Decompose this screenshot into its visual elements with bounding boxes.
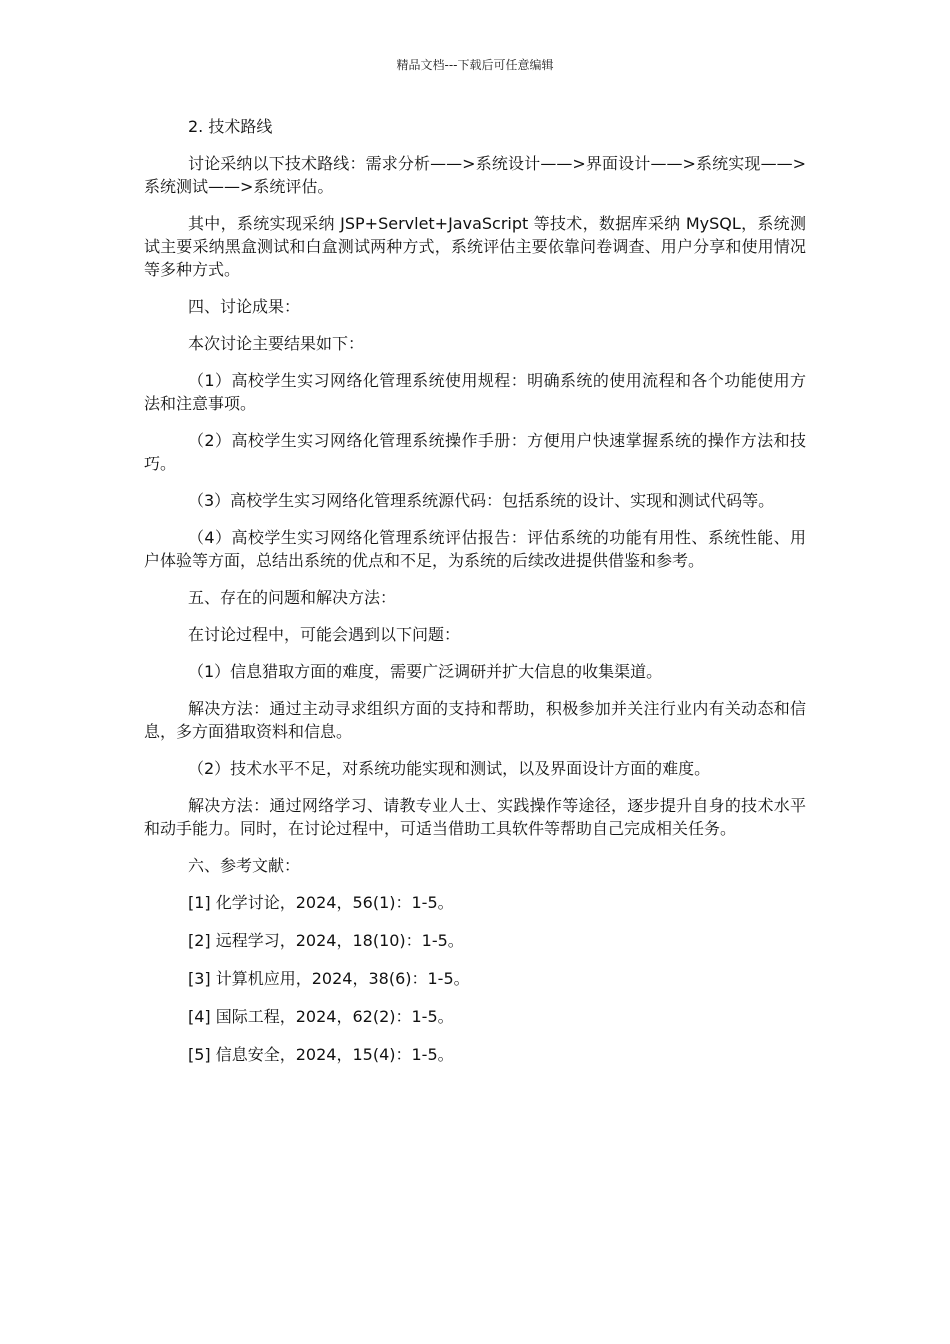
solution-1: 解决方法：通过主动寻求组织方面的支持和帮助，积极参加并关注行业内有关动态和信息，多方面猎取资料和信息。 — [144, 699, 806, 741]
paragraph-tech-details: 其中，系统实现采纳 JSP+Servlet+JavaScript 等技术，数据库采纳 MySQL，系统测试主要采纳黑盒测试和白盒测试两种方式，系统评估主要依靠问卷调查、用户分享和使用情况等多种方式。 — [144, 214, 806, 279]
result-item-2: （2）高校学生实习网络化管理系统操作手册：方便用户快速掌握系统的操作方法和技巧。 — [144, 431, 806, 473]
reference-item-5: [5] 信息安全，2024，15(4)：1-5。 — [188, 1045, 454, 1064]
section-heading-problems: 五、存在的问题和解决方法： — [188, 588, 397, 607]
result-item-1: （1）高校学生实习网络化管理系统使用规程：明确系统的使用流程和各个功能使用方法和注意事项。 — [144, 371, 806, 413]
problem-item-2: （2）技术水平不足，对系统功能实现和测试，以及界面设计方面的难度。 — [188, 759, 711, 778]
reference-item-3: [3] 计算机应用，2024，38(6)：1-5。 — [188, 969, 470, 988]
reference-item-4: [4] 国际工程，2024，62(2)：1-5。 — [188, 1007, 454, 1026]
reference-item-1: [1] 化学讨论，2024，56(1)：1-5。 — [188, 893, 454, 912]
solution-2: 解决方法：通过网络学习、请教专业人士、实践操作等途径，逐步提升自身的技术水平和动手能力。同时，在讨论过程中，可适当借助工具软件等帮助自己完成相关任务。 — [144, 796, 806, 838]
reference-item-2: [2] 远程学习，2024，18(10)：1-5。 — [188, 931, 464, 950]
result-item-3: （3）高校学生实习网络化管理系统源代码：包括系统的设计、实现和测试代码等。 — [188, 491, 775, 510]
paragraph-problems-intro: 在讨论过程中，可能会遇到以下问题： — [188, 625, 461, 644]
paragraph-tech-route: 讨论采纳以下技术路线：需求分析——>系统设计——>界面设计——>系统实现——>系统测试——>系统评估。 — [144, 154, 806, 196]
section-heading-references: 六、参考文献： — [188, 856, 301, 875]
section-heading-tech-route: 2. 技术路线 — [188, 117, 273, 136]
section-heading-results: 四、讨论成果： — [188, 297, 301, 316]
paragraph-results-intro: 本次讨论主要结果如下： — [188, 334, 365, 353]
result-item-4: （4）高校学生实习网络化管理系统评估报告：评估系统的功能有用性、系统性能、用户体验等方面，总结出系统的优点和不足，为系统的后续改进提供借鉴和参考。 — [144, 528, 806, 570]
document-body — [144, 115, 806, 1081]
problem-item-1: （1）信息猎取方面的难度，需要广泛调研并扩大信息的收集渠道。 — [188, 662, 663, 681]
page-header: 精品文档---下载后可任意编辑 — [396, 58, 554, 72]
